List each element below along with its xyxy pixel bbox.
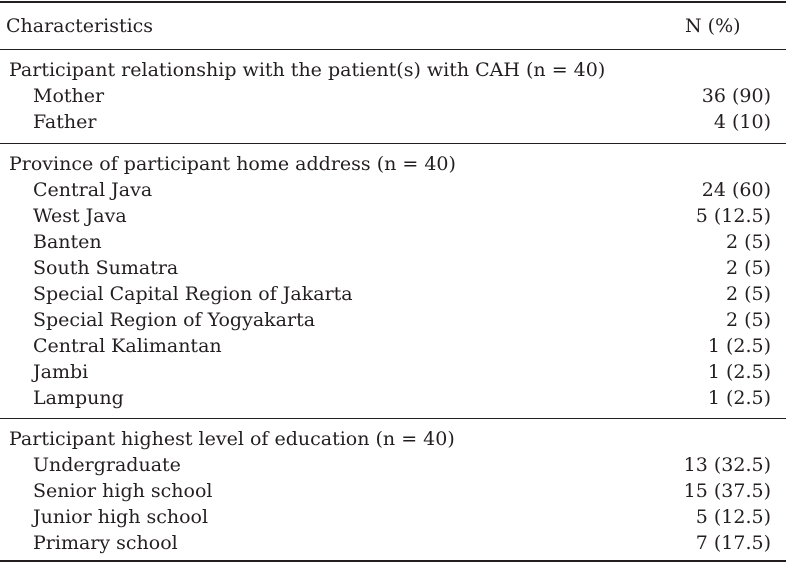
row-value: 2 (5)	[725, 257, 771, 279]
row-value: 36 (90)	[701, 85, 771, 107]
section-divider	[0, 143, 786, 144]
section-title-province: Province of participant home address (n = 40)	[9, 153, 456, 175]
row-label: Banten	[33, 231, 102, 253]
table-row	[0, 203, 786, 229]
row-value: 1 (2.5)	[707, 361, 771, 383]
row-value: 1 (2.5)	[707, 335, 771, 357]
row-value: 13 (32.5)	[683, 454, 771, 476]
row-label: Central Kalimantan	[33, 335, 222, 357]
row-label: Father	[33, 111, 97, 133]
table-row	[0, 333, 786, 359]
section-title-education: Participant highest level of education (n = 40)	[9, 428, 455, 450]
section-divider	[0, 418, 786, 419]
table-row	[0, 452, 786, 478]
row-label: Lampung	[33, 387, 124, 409]
row-value: 5 (12.5)	[695, 205, 771, 227]
row-value: 5 (12.5)	[695, 506, 771, 528]
table-row	[0, 83, 786, 109]
row-label: Mother	[33, 85, 105, 107]
table-row	[0, 281, 786, 307]
section-title	[0, 426, 786, 452]
table-row	[0, 177, 786, 203]
header-n-percent: N (%)	[685, 15, 741, 37]
table-row	[0, 307, 786, 333]
section-title	[0, 57, 786, 83]
row-label: Junior high school	[33, 506, 209, 528]
row-label: Jambi	[33, 361, 89, 383]
table-row	[0, 359, 786, 385]
table-row	[0, 385, 786, 411]
row-label: Primary school	[33, 532, 178, 554]
row-value: 2 (5)	[725, 231, 771, 253]
section-title-relationship: Participant relationship with the patient(s) with CAH (n = 40)	[9, 59, 606, 81]
header-rule	[0, 49, 786, 50]
row-value: 1 (2.5)	[707, 387, 771, 409]
row-label: Undergraduate	[33, 454, 181, 476]
row-value: 2 (5)	[725, 309, 771, 331]
row-label: Special Region of Yogyakarta	[33, 309, 316, 331]
table-row	[0, 255, 786, 281]
table-row	[0, 229, 786, 255]
row-value: 7 (17.5)	[695, 532, 771, 554]
table-row	[0, 530, 786, 556]
table-row	[0, 478, 786, 504]
row-value: 15 (37.5)	[683, 480, 771, 502]
row-label: West Java	[33, 205, 127, 227]
row-value: 24 (60)	[701, 179, 771, 201]
header-characteristics: Characteristics	[6, 15, 154, 37]
row-value: 4 (10)	[713, 111, 771, 133]
table-row	[0, 109, 786, 135]
table-row	[0, 504, 786, 530]
table-header-row	[0, 13, 786, 39]
top-rule	[0, 1, 786, 3]
row-label: Central Java	[33, 179, 153, 201]
bottom-rule	[0, 560, 786, 562]
row-label: South Sumatra	[33, 257, 179, 279]
row-label: Senior high school	[33, 480, 213, 502]
row-label: Special Capital Region of Jakarta	[33, 283, 353, 305]
row-value: 2 (5)	[725, 283, 771, 305]
section-title	[0, 151, 786, 177]
